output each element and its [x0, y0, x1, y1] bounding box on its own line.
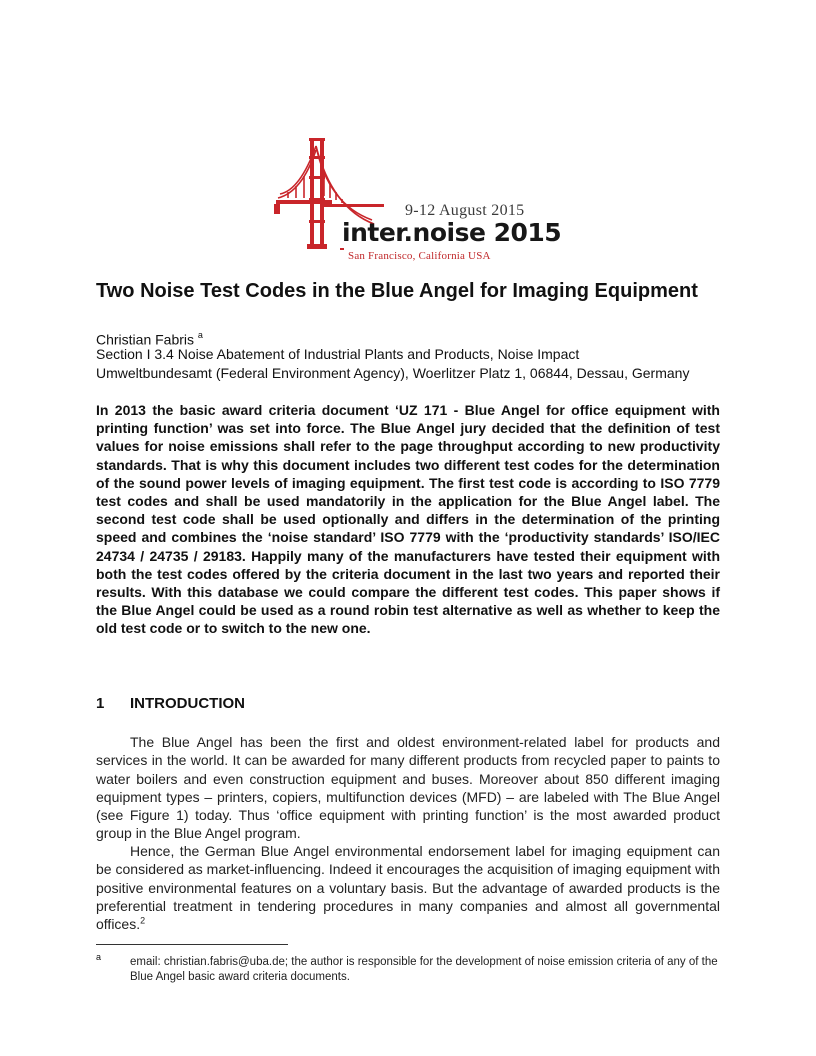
footnote-text: email: christian.fabris@uba.de; the author is responsible for the development of noise emission criteria of any of the Blue Angel basic award criteria documents.: [130, 956, 718, 983]
conference-location: San Francisco, California USA: [348, 250, 491, 262]
abstract: In 2013 the basic award criteria document ‘UZ 171 - Blue Angel for office equipment with printing function’ was set into force. The Blue Angel jury decided that the definition of test values for noise emissions shall refer to the page throughput according to new productivity standards. That is why this document includes two different test codes for the determination of the sound power levels of imaging equipment. The first test code is according to ISO 7779 test codes and shall be used mandatorily in the application for the Blue Angel label. The second test code shall be used optionally and differs in the determination of the printing speed and combines the ‘noise standard’ ISO 7779 with the ‘productivity standards’ ISO/IEC 24734 / 24735 / 29183. Happily many of the manufacturers have tested their equipment with both the test codes offered by the criteria document in the last two years and reported their results. With this database we could compare the different test codes. This paper shows if the Blue Angel could be used as a round robin test alternative as well as whether to keep the old test code or to switch to the new one.: [96, 402, 720, 637]
section-number: 1: [96, 695, 105, 712]
affiliation-line-2: Umweltbundesamt (Federal Environment Agency), Woerlitzer Platz 1, 06844, Dessau, Germany: [96, 365, 690, 381]
author-text: Christian Fabris: [96, 331, 195, 348]
footnote-mark: a: [96, 952, 102, 962]
paper-title: Two Noise Test Codes in the Blue Angel for Imaging Equipment: [96, 280, 698, 302]
conference-brand: inter.noise 2015: [342, 218, 562, 247]
affiliation-line-1: Section I 3.4 Noise Abatement of Industrial Plants and Products, Noise Impact: [96, 346, 580, 362]
intro-paragraph-2-text: Hence, the German Blue Angel environmental endorsement label for imaging equipment can be considered as market-influencing. Indeed it encourages the acquisition of imaging equipment with positive environmental features on a voluntary basis. But the advantage of awarded products is the preferential treatment in tendering procedures in many companies and almost all governmental offices.: [96, 843, 720, 933]
intro-paragraph-1: The Blue Angel has been the first and oldest environment-related label for products and services in the world. It can be awarded for many different products from recycled paper to paints to water boilers and even construction equipment and buses. Moreover about 850 different imaging equipment types – printers, copiers, multifunction devices (MFD) – are labeled with The Blue Angel (see Figure 1) today. Thus ‘office equipment with printing function’ is the most awarded product group in the Blue Angel program.: [96, 734, 720, 842]
footnote-divider: [96, 944, 288, 945]
reference-mark: 2: [140, 915, 146, 926]
golden-gate-bridge-icon: [272, 128, 548, 268]
section-title: INTRODUCTION: [130, 695, 245, 712]
conference-logo: [272, 128, 562, 268]
conference-date: 9-12 August 2015: [405, 202, 525, 219]
intro-paragraph-2: [96, 842, 720, 933]
author-footnote-mark: a: [197, 330, 203, 340]
